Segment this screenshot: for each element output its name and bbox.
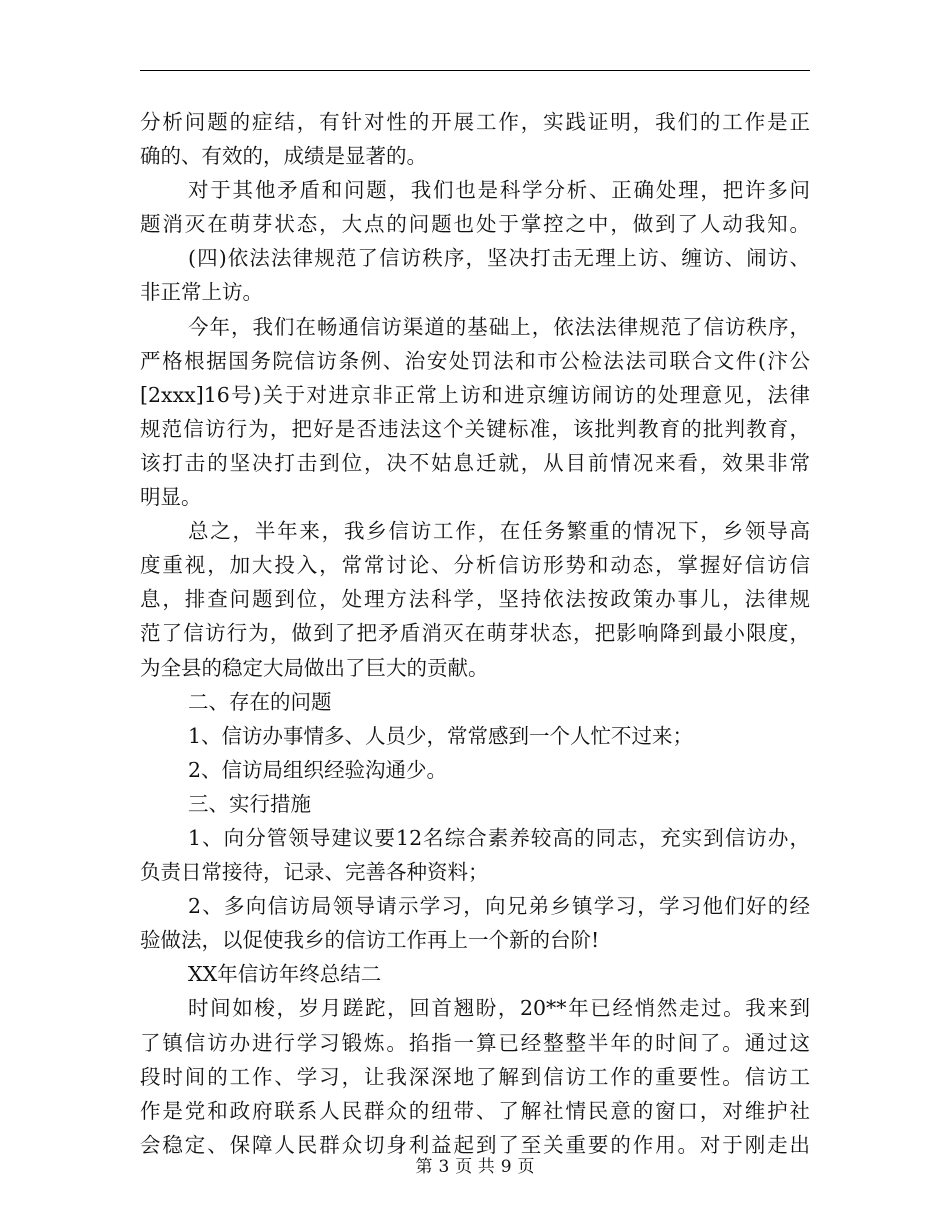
list-item: 2、多向信访局领导请示学习，向兄弟乡镇学习，学习他们好的经 [188,894,810,919]
text-line: 会稳定、保障人民群众切身利益起到了至关重要的作用。对于刚走出 [140,1132,810,1157]
text-line: 确的、有效的，成绩是显著的。 [140,144,427,169]
footer-page-current: 3 [438,1157,450,1177]
text-line: 息，排查问题到位，处理方法科学，坚持依法按政策办事儿，法律规 [140,587,810,612]
text-line: 为全县的稳定大局做出了巨大的贡献。 [140,655,489,680]
section-heading: 二、存在的问题 [188,689,332,714]
text-line: 作是党和政府联系人民群众的纽带、了解社情民意的窗口，对维护社 [140,1098,810,1123]
page-footer [0,1155,950,1179]
text-line: 题消灭在萌芽状态，大点的问题也处于掌控之中，做到了人动我知。 [140,212,810,237]
text-line: 了镇信访办进行学习锻炼。掐指一算已经整整半年的时间了。通过这 [140,1030,810,1055]
text-line: 度重视，加大投入，常常讨论、分析信访形势和动态，掌握好信访信 [140,553,810,578]
text-line: (四)依法法律规范了信访秩序，坚决打击无理上访、缠访、闹访、 [188,246,810,271]
section-title: XX年信访年终总结二 [188,962,382,987]
footer-prefix: 第 [415,1157,433,1177]
footer-suffix: 页 [517,1157,535,1177]
list-item: 2、信访局组织经验沟通少。 [188,757,448,782]
text-line: 时间如梭，岁月蹉跎，回首翘盼，20**年已经悄然走过。我来到 [188,996,810,1021]
list-item: 1、信访办事情多、人员少，常常感到一个人忙不过来； [188,723,694,748]
text-line: 分析问题的症结，有针对性的开展工作，实践证明，我们的工作是正 [140,110,810,134]
text-line: 今年，我们在畅通信访渠道的基础上，依法法律规范了信访秩序， [188,314,810,339]
text-line: 范了信访行为，做到了把矛盾消灭在萌芽状态，把影响降到最小限度， [140,621,810,646]
text-line: [2xxx]16号)关于对进京非正常上访和进京缠访闹访的处理意见，法律 [140,382,810,407]
text-line: 严格根据国务院信访条例、治安处罚法和市公检法法司联合文件(汴公 [140,348,810,373]
footer-page-total: 9 [500,1157,512,1177]
section-heading: 三、实行措施 [188,791,311,816]
text-line: 对于其他矛盾和问题，我们也是科学分析、正确处理，把许多问 [188,178,810,203]
text-line: 总之，半年来，我乡信访工作，在任务繁重的情况下，乡领导高 [188,519,810,544]
list-item: 1、向分管领导建议要12名综合素养较高的同志，充实到信访办， [188,825,810,850]
footer-middle: 页 共 [455,1157,495,1177]
text-line: 规范信访行为，把好是否违法这个关键标准，该批判教育的批判教育， [140,416,810,441]
text-line: 段时间的工作、学习，让我深深地了解到信访工作的重要性。信访工 [140,1064,810,1089]
text-line: 负责日常接待，记录、完善各种资料； [140,860,489,885]
header-rule [140,70,810,71]
body-text [140,105,810,1162]
text-line: 该打击的坚决打击到位，决不姑息迁就，从目前情况来看，效果非常 [140,450,810,475]
text-line: 验做法，以促使我乡的信访工作再上一个新的台阶! [140,928,600,953]
text-line: 明显。 [140,485,202,510]
text-line: 非正常上访。 [140,280,263,305]
